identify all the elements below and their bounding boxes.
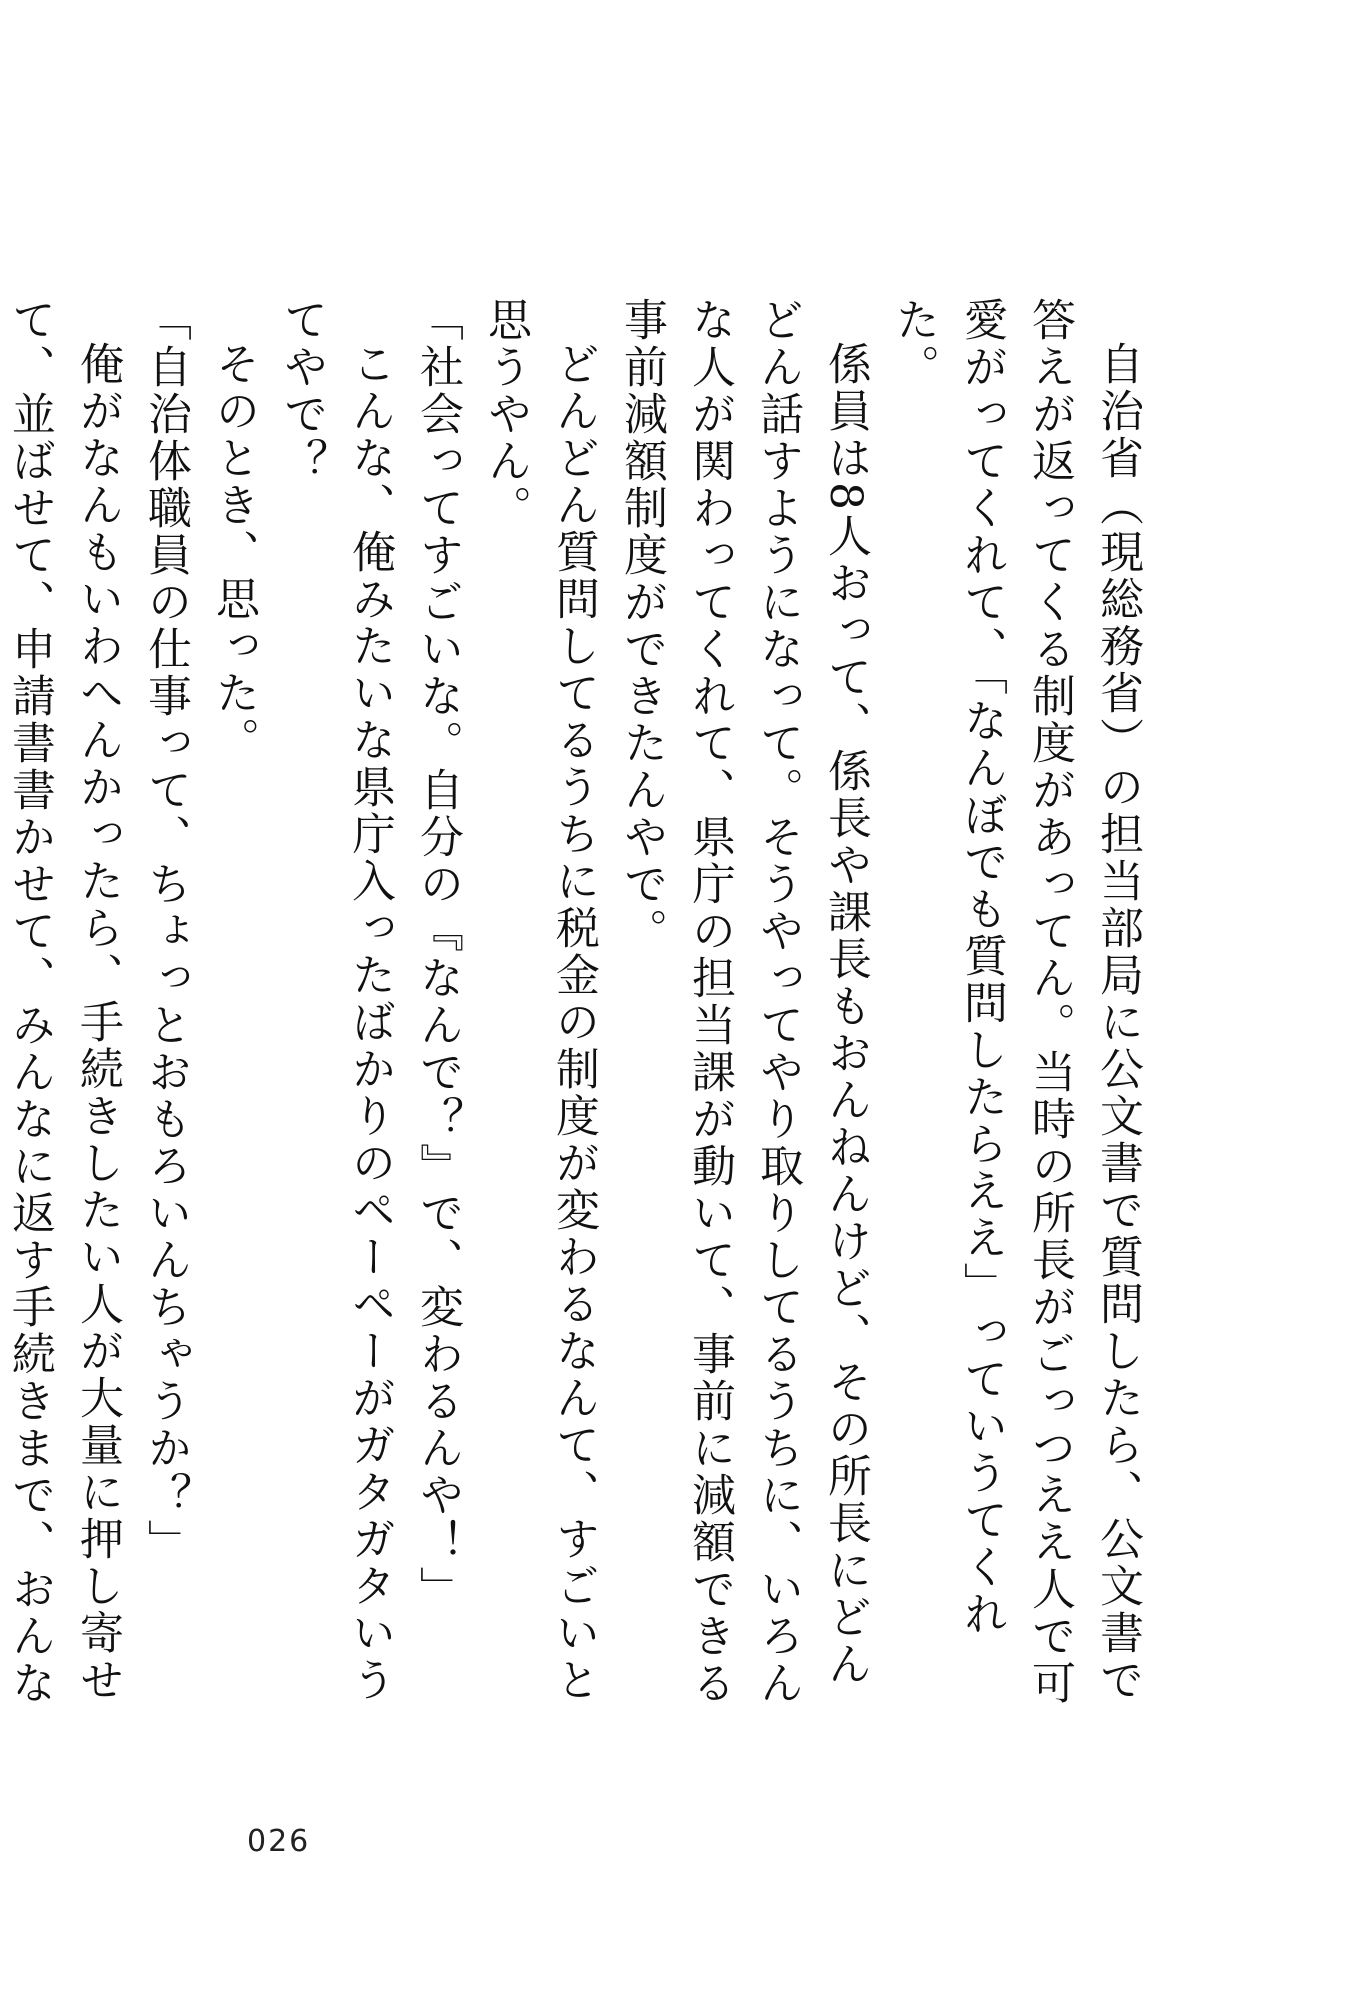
paragraph: 自治省（現総務省）の担当部局に公文書で質問したら、公文書で答えが返ってくる制度があってん。当時の所長がごっつええ人で可愛がってくれて、「なんぼでも質問したらええ」っていうてくれた。 [888, 297, 1143, 1707]
vertical-text-body [0, 297, 1151, 1717]
dialogue-line: 「社会ってすごいな。自分の『なんで？』で、変わるんや！」 [412, 297, 463, 1613]
paragraph: 係員は8人おって、係長や課長もおんねんけど、その所長にどんどん話すようになって。そうやってやり取りしてるうちに、いろんな人が関わってくれて、県庁の担当課が動いて、事前に減額できる事前減額制度ができたんやで。 [616, 297, 871, 1707]
paragraph: どんどん質問してるうちに税金の制度が変わるなんて、すごいと思うやん。 [480, 297, 599, 1704]
paragraph: こんな、俺みたいな県庁入ったばかりのペーペーがガタガタいうてやで？ [276, 297, 395, 1704]
paragraph: 俺がなんもいわへんかったら、手続きしたい人が大量に押し寄せて、並ばせて、申請書書かせて、みんなに返す手続きまで、おんな [4, 297, 123, 1707]
page-number: 026 [247, 1824, 311, 1859]
dialogue-line: 「自治体職員の仕事って、ちょっとおもろいんちゃうか？」 [140, 297, 191, 1566]
paragraph: そのとき、思った。 [208, 341, 259, 764]
